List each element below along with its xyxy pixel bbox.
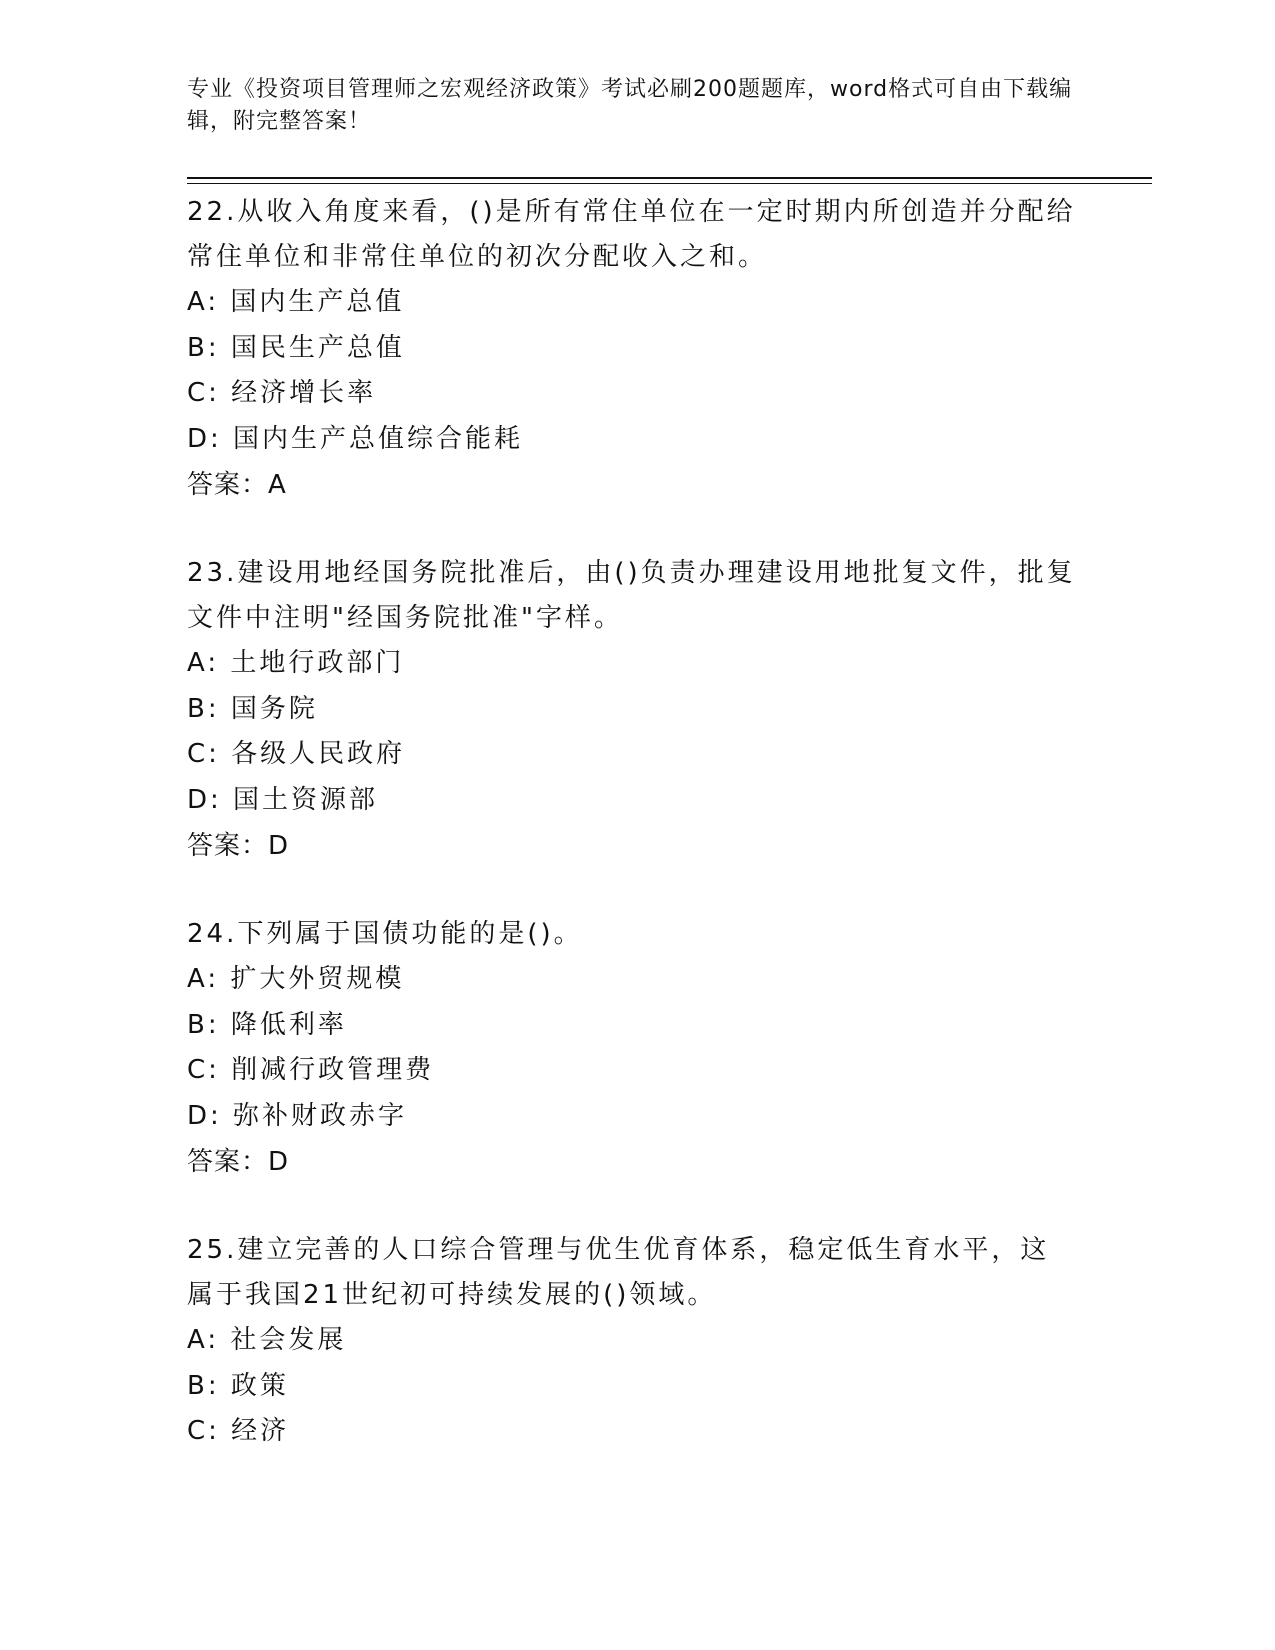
question-stem: 22.从收入角度来看，()是所有常住单位在一定时期内所创造并分配给常住单位和非常住单位的初次分配收入之和。 — [187, 197, 1076, 272]
option-c: C: 各级人民政府 — [187, 739, 406, 769]
option-b: B: 政策 — [187, 1370, 289, 1401]
question-stem: 24.下列属于国债功能的是()。 — [187, 919, 583, 949]
document-header: 专业《投资项目管理师之宏观经济政策》考试必刷200题题库，word格式可自由下载编辑，附完整答案！ — [187, 77, 1073, 134]
option-d: D: 国土资源部 — [187, 784, 379, 815]
answer-line: 答案：D — [187, 831, 290, 861]
option-b: B: 降低利率 — [187, 1009, 347, 1040]
header-divider-thin — [187, 183, 1152, 184]
option-b: B: 国务院 — [187, 693, 318, 724]
question-stem: 23.建设用地经国务院批准后，由()负责办理建设用地批复文件，批复文件中注明"经国务院批准"字样。 — [187, 558, 1076, 633]
question-list — [187, 190, 1087, 1498]
question-24 — [187, 912, 1087, 1185]
header-divider-thick — [187, 177, 1152, 179]
option-c: C: 经济 — [187, 1416, 290, 1446]
option-a: A: 国内生产总值 — [187, 287, 405, 317]
question-stem: 25.建立完善的人口综合管理与优生优育体系，稳定低生育水平，这属于我国21世纪初可持续发展的()领域。 — [187, 1235, 1050, 1310]
question-25 — [187, 1228, 1087, 1455]
option-d: D: 弥补财政赤字 — [187, 1100, 408, 1131]
option-a: A: 土地行政部门 — [187, 648, 405, 678]
answer-line: 答案：A — [187, 470, 287, 500]
question-23 — [187, 551, 1087, 869]
option-c: C: 削减行政管理费 — [187, 1055, 435, 1085]
option-b: B: 国民生产总值 — [187, 332, 405, 363]
answer-line: 答案：D — [187, 1147, 290, 1177]
option-d: D: 国内生产总值综合能耗 — [187, 423, 524, 454]
option-a: A: 扩大外贸规模 — [187, 964, 405, 994]
option-a: A: 社会发展 — [187, 1325, 347, 1355]
option-c: C: 经济增长率 — [187, 378, 377, 408]
question-22 — [187, 190, 1087, 508]
